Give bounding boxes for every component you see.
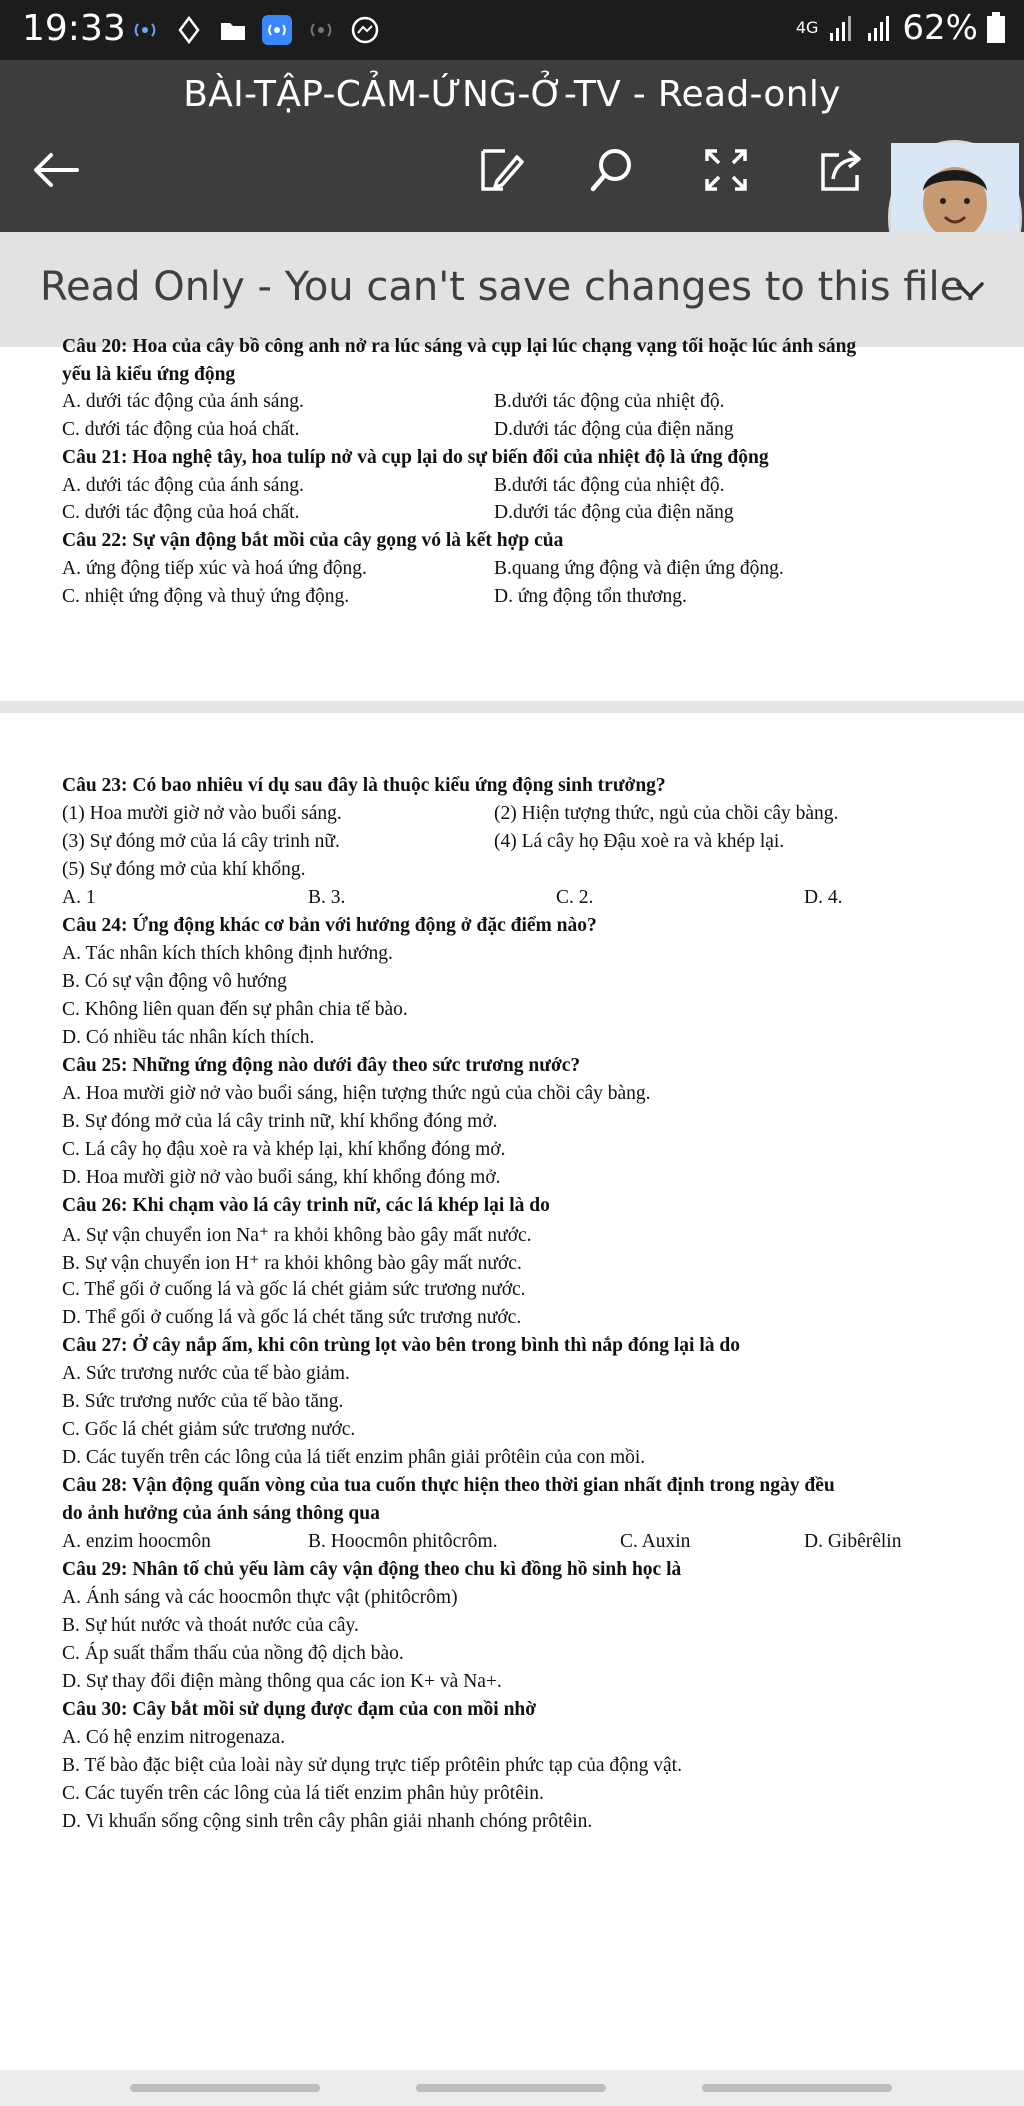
q26-option-b: B. Sự vận chuyển ion H⁺ ra khỏi không bào gây mất nước. xyxy=(62,1253,522,1274)
folder-icon xyxy=(218,15,248,45)
hotspot-icon xyxy=(130,15,160,45)
q23-option-a: A. 1 xyxy=(62,887,96,908)
page-indicator-1[interactable] xyxy=(130,2084,320,2092)
q23-item-4: (4) Lá cây họ Đậu xoè ra và khép lại. xyxy=(494,831,785,852)
q23-item-3: (3) Sự đóng mở của lá cây trinh nữ. xyxy=(62,831,340,852)
q22-option-c: C. nhiệt ứng động và thuỷ ứng động. xyxy=(62,586,350,607)
q28-option-c: C. Auxin xyxy=(620,1531,691,1552)
q30-option-d: D. Vi khuẩn sống cộng sinh trên cây phân giải nhanh chóng prôtêin. xyxy=(62,1811,593,1832)
share-button[interactable] xyxy=(812,140,872,200)
clipped-question-20 xyxy=(62,336,962,359)
q23-title: Câu 23: Có bao nhiêu ví dụ sau đây là thuộc kiểu ứng động sinh trưởng? xyxy=(62,775,666,796)
q29-option-d: D. Sự thay đổi điện màng thông qua các ion K+ và Na+. xyxy=(62,1671,502,1692)
q27-option-d: D. Các tuyến trên các lông của lá tiết enzim phân giải prôtêin của con mồi. xyxy=(62,1447,646,1468)
app-bar xyxy=(0,60,1024,232)
q25-title: Câu 25: Những ứng động nào dưới đây theo sức trương nước? xyxy=(62,1055,581,1076)
q23-item-2: (2) Hiện tượng thức, ngủ của chồi cây bàng. xyxy=(494,803,839,824)
q28-option-b: B. Hoocmôn phitôcrôm. xyxy=(308,1531,498,1552)
share-icon xyxy=(817,145,867,195)
q24-option-d: D. Có nhiều tác nhân kích thích. xyxy=(62,1027,315,1048)
hotspot-dim-icon xyxy=(306,15,336,45)
q25-option-c: C. Lá cây họ đậu xoè ra và khép lại, khí khổng đóng mở. xyxy=(62,1139,506,1160)
document-content xyxy=(0,336,1024,2067)
location-icon xyxy=(174,15,204,45)
battery-level: 62% xyxy=(902,8,978,48)
signal-icon-2 xyxy=(864,13,894,43)
back-button[interactable] xyxy=(26,140,86,200)
q27-option-b: B. Sức trương nước của tế bào tăng. xyxy=(62,1391,344,1412)
q24-option-a: A. Tác nhân kích thích không định hướng. xyxy=(62,943,393,964)
fullscreen-button[interactable] xyxy=(696,140,756,200)
hotspot-active-icon xyxy=(262,15,292,45)
q28-option-a: A. enzim hoocmôn xyxy=(62,1531,211,1552)
q25-option-a: A. Hoa mười giờ nở vào buổi sáng, hiện tượng thức ngủ của chồi cây bàng. xyxy=(62,1083,651,1104)
q22-title: Câu 22: Sự vận động bắt mồi của cây gọng vó là kết hợp của xyxy=(62,530,564,551)
signal-icon xyxy=(826,13,856,43)
q29-title: Câu 29: Nhân tố chủ yếu làm cây vận động theo chu kì đồng hồ sinh học là xyxy=(62,1559,682,1580)
read-only-message: Read Only - You can't save changes to this file. xyxy=(40,264,977,310)
search-icon xyxy=(587,145,637,195)
q20-title: Câu 20: Hoa của cây bồ công anh nở ra lúc sáng và cụp lại lúc chạng vạng tối hoặc lúc ánh sáng xyxy=(62,336,857,357)
q28-title: Câu 28: Vận động quấn vòng của tua cuốn thực hiện theo thời gian nhất định trong ngày đều xyxy=(62,1475,835,1496)
q21-title: Câu 21: Hoa nghệ tây, hoa tulíp nở và cụp lại do sự biến đổi của nhiệt độ là ứng động xyxy=(62,447,769,468)
status-time: 19:33 xyxy=(22,8,126,49)
q21-option-b: B.dưới tác động của nhiệt độ. xyxy=(494,475,725,496)
q27-option-c: C. Gốc lá chét giảm sức trương nước. xyxy=(62,1419,356,1440)
q24-option-c: C. Không liên quan đến sự phân chia tế bào. xyxy=(62,999,408,1020)
page-break xyxy=(0,701,1024,713)
page-indicator-2[interactable] xyxy=(416,2084,606,2092)
battery-icon xyxy=(986,12,1006,44)
chevron-down-icon[interactable] xyxy=(950,270,990,310)
document-title: BÀI-TẬP-CẢM-ỨNG-Ở-TV - Read-only xyxy=(183,74,841,115)
notification-icons xyxy=(130,12,380,48)
q22-option-d: D. ứng động tổn thương. xyxy=(494,586,687,607)
q22-option-b: B.quang ứng động và điện ứng động. xyxy=(494,558,784,579)
q27-title: Câu 27: Ở cây nắp ấm, khi côn trùng lọt vào bên trong bình thì nắp đóng lại là do xyxy=(62,1335,740,1356)
q21-option-a: A. dưới tác động của ánh sáng. xyxy=(62,475,304,496)
edit-button[interactable] xyxy=(470,140,530,200)
messenger-icon xyxy=(350,15,380,45)
read-only-infobar xyxy=(0,232,1024,347)
q29-option-b: B. Sự hút nước và thoát nước của cây. xyxy=(62,1615,359,1636)
q24-option-b: B. Có sự vận động vô hướng xyxy=(62,971,287,992)
q27-option-a: A. Sức trương nước của tế bào giảm. xyxy=(62,1363,350,1384)
network-type: 4G xyxy=(795,18,819,37)
q26-option-c: C. Thể gối ở cuống lá và gốc lá chét giảm sức trương nước. xyxy=(62,1279,526,1300)
q30-option-c: C. Các tuyến trên các lông của lá tiết enzim phân hủy prôtêin. xyxy=(62,1783,544,1804)
q21-option-d: D.dưới tác động của điện năng xyxy=(494,502,734,523)
q29-option-c: C. Áp suất thẩm thấu của nồng độ dịch bào. xyxy=(62,1643,404,1664)
q28-option-d: D. Gibêrêlin xyxy=(804,1531,902,1552)
q20-option-d: D.dưới tác động của điện năng xyxy=(494,419,734,440)
search-button[interactable] xyxy=(582,140,642,200)
q23-item-5: (5) Sự đóng mở của khí khổng. xyxy=(62,859,306,880)
q20-option-a: A. dưới tác động của ánh sáng. xyxy=(62,391,304,412)
q26-option-d: D. Thể gối ở cuống lá và gốc lá chét tăng sức trương nước. xyxy=(62,1307,522,1328)
q30-option-a: A. Có hệ enzim nitrogenaza. xyxy=(62,1727,286,1748)
q20-option-c: C. dưới tác động của hoá chất. xyxy=(62,419,300,440)
bottom-bar xyxy=(0,2070,1024,2106)
q22-option-a: A. ứng động tiếp xúc và hoá ứng động. xyxy=(62,558,367,579)
q28-title-cont: do ảnh hưởng của ánh sáng thông qua xyxy=(62,1503,380,1524)
q30-option-b: B. Tế bào đặc biệt của loài này sử dụng trực tiếp prôtêin phức tạp của động vật. xyxy=(62,1755,682,1776)
q23-option-b: B. 3. xyxy=(308,887,346,908)
q21-option-c: C. dưới tác động của hoá chất. xyxy=(62,502,300,523)
fullscreen-icon xyxy=(701,145,751,195)
page-indicator-3[interactable] xyxy=(702,2084,892,2092)
q23-option-d: D. 4. xyxy=(804,887,843,908)
q20-title-cont: yếu là kiểu ứng động xyxy=(62,364,236,385)
q24-title: Câu 24: Ứng động khác cơ bản với hướng động ở đặc điểm nào? xyxy=(62,915,597,936)
q20-option-b: B.dưới tác động của nhiệt độ. xyxy=(494,391,725,412)
back-arrow-icon xyxy=(31,150,81,190)
status-bar xyxy=(0,0,1024,60)
q23-option-c: C. 2. xyxy=(556,887,594,908)
q26-option-a: A. Sự vận chuyển ion Na⁺ ra khỏi không bào gây mất nước. xyxy=(62,1225,532,1246)
q23-item-1: (1) Hoa mười giờ nở vào buổi sáng. xyxy=(62,803,342,824)
q25-option-d: D. Hoa mười giờ nở vào buổi sáng, khí khổng đóng mở. xyxy=(62,1167,501,1188)
q30-title: Câu 30: Cây bắt mồi sử dụng được đạm của con mồi nhờ xyxy=(62,1699,537,1720)
status-right xyxy=(796,8,1006,48)
q25-option-b: B. Sự đóng mở của lá cây trinh nữ, khí khổng đóng mở. xyxy=(62,1111,498,1132)
q29-option-a: A. Ánh sáng và các hoocmôn thực vật (phitôcrôm) xyxy=(62,1587,458,1608)
q26-title: Câu 26: Khi chạm vào lá cây trinh nữ, các lá khép lại là do xyxy=(62,1195,550,1216)
edit-icon xyxy=(475,145,525,195)
